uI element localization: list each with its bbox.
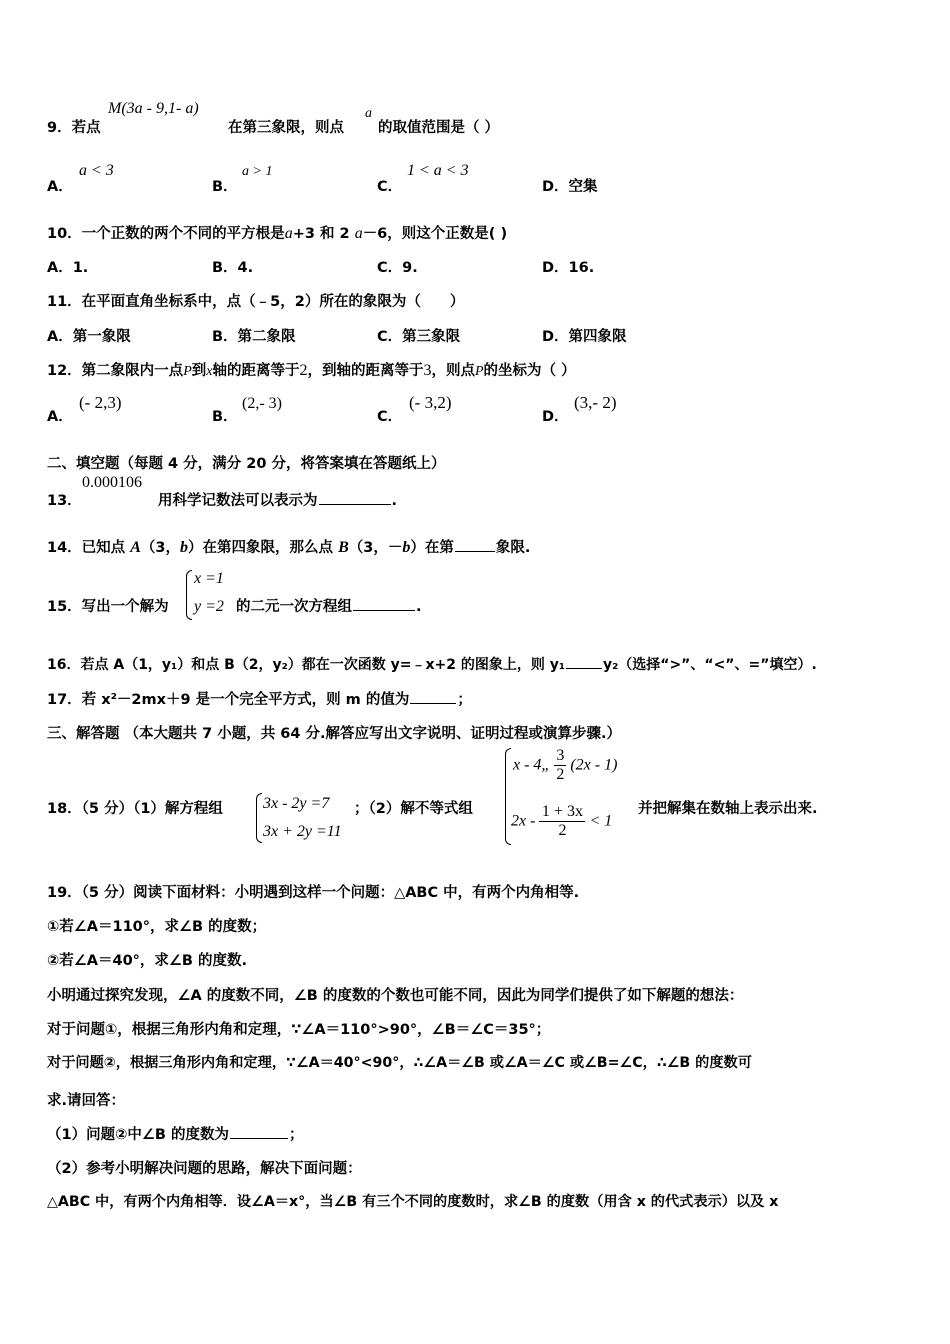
question-15: 的二元一次方程组 . — [236, 599, 422, 615]
q9-number: 9．若点 — [47, 120, 101, 136]
q18-mid: ；（2）解不等式组 — [354, 801, 473, 817]
q9-option-b-letter: B． — [212, 179, 238, 195]
question-9 — [47, 116, 101, 137]
q14-answer-blank[interactable] — [455, 550, 495, 552]
q15-eq2: y =2 — [194, 598, 224, 615]
q9-variable: a — [365, 106, 372, 121]
q13-answer-blank[interactable] — [319, 503, 391, 505]
question-14: 14．已知点 A（3，b）在第四象限，那么点 B（3，－b）在第 象限. — [47, 539, 531, 556]
q12-option-c: (- 3,2) — [409, 393, 452, 412]
q12-option-a-letter: A． — [47, 409, 73, 425]
q11-option-a: A．第一象限 — [47, 329, 131, 345]
q11-option-d: D．第四象限 — [542, 329, 627, 345]
q19-line-4: 小明通过探究发现，∠A 的度数不同，∠B 的度数的个数也可能不同，因此为同学们提供了如下解题的想法： — [47, 988, 744, 1004]
q9-option-b: a > 1 — [242, 164, 273, 179]
q18-eq2: 3x + 2y =11 — [263, 823, 342, 840]
q9-point-expression: M(3a - 9,1- a) — [108, 100, 199, 117]
q10-option-a: A．1. — [47, 260, 89, 276]
q15-brace — [186, 570, 192, 620]
q12-option-a: (- 2,3) — [79, 393, 122, 412]
q16-answer-blank[interactable] — [566, 667, 602, 669]
q12-option-c-letter: C． — [377, 409, 403, 425]
q19-line-10: △ABC 中，有两个内角相等．设∠A＝x°，当∠B 有三个不同的度数时，求∠B 的度数（用含 x 的代式表示）以及 x — [47, 1194, 779, 1210]
q19-line-6: 对于问题②，根据三角形内角和定理，∵∠A＝40°<90°，∴∠A＝∠B 或∠A＝∠C 或∠B=∠C，∴∠B 的度数可 — [47, 1055, 752, 1071]
q19-line-7: 求.请回答： — [47, 1093, 126, 1109]
section-3-heading: 三、解答题 （本大题共 7 小题，共 64 分.解答应写出文字说明、证明过程或演算步骤.） — [47, 726, 622, 742]
question-12: 12．第二象限内一点P到x轴的距离等于2，到轴的距离等于3，则点P的坐标为（ ） — [47, 362, 576, 379]
q18-post: 并把解集在数轴上表示出来. — [638, 801, 818, 817]
q18-text: 18．（5 分）（1）解方程组 — [47, 801, 223, 817]
q9-text-2: 的取值范围是（ ） — [378, 120, 500, 136]
q18-inequality-2: 2x - $\frac{1 + 3x}{2}$ < 1 — [511, 803, 613, 839]
q15-text: 15．写出一个解为 — [47, 599, 169, 615]
question-17: 17．若 x²－2mx＋9 是一个完全平方式，则 m 的值为 ； — [47, 692, 472, 708]
question-13: 用科学记数法可以表示为 . — [158, 493, 398, 509]
q12-option-b: (2,- 3) — [242, 395, 282, 412]
q11-option-b: B．第二象限 — [212, 329, 296, 345]
q11-option-c: C．第三象限 — [377, 329, 461, 345]
q10-option-c: C．9. — [377, 260, 418, 276]
q18-inequality-1: x - 4„ $\frac{3}{2}$ (2x - 1) — [513, 747, 618, 783]
q19-line-5: 对于问题①，根据三角形内角和定理，∵∠A＝110°>90°，∠B＝∠C＝35°； — [47, 1022, 551, 1038]
q12-option-b-letter: B． — [212, 409, 238, 425]
q9-option-c: 1 < a < 3 — [407, 162, 469, 179]
q9-option-c-letter: C． — [377, 179, 403, 195]
q19-answer-blank[interactable] — [230, 1137, 288, 1139]
q10-option-d: D．16. — [542, 260, 595, 276]
q9-option-a-letter: A． — [47, 179, 73, 195]
q15-eq1: x =1 — [194, 570, 224, 587]
section-2-heading: 二、填空题（每题 4 分，满分 20 分，将答案填在答题纸上） — [47, 456, 446, 472]
q19-line-8: （1）问题②中∠B 的度数为 ； — [47, 1127, 304, 1143]
q18-brace-1 — [256, 793, 262, 843]
q13-value: 0.000106 — [82, 474, 142, 491]
q19-line-3: ②若∠A＝40°，求∠B 的度数. — [47, 953, 248, 969]
q10-option-b: B．4. — [212, 260, 254, 276]
q9-text-1: 在第三象限，则点 — [228, 120, 344, 136]
q9-option-a: a < 3 — [79, 162, 114, 179]
q19-line-1: 19．（5 分）阅读下面材料：小明遇到这样一个问题：△ABC 中，有两个内角相等. — [47, 885, 580, 901]
q9-option-d: D．空集 — [542, 179, 598, 195]
question-10: 10．一个正数的两个不同的平方根是a+3 和 2 a－6，则这个正数是( ) — [47, 225, 508, 242]
q13-number: 13． — [47, 493, 82, 509]
q12-option-d-letter: D． — [542, 409, 569, 425]
q15-answer-blank[interactable] — [353, 609, 415, 611]
q17-answer-blank[interactable] — [410, 702, 456, 704]
q12-option-d: (3,- 2) — [574, 393, 617, 412]
q18-eq1: 3x - 2y =7 — [263, 795, 330, 812]
question-11: 11．在平面直角坐标系中，点（﹣5，2）所在的象限为（ ） — [47, 294, 465, 310]
q19-line-2: ①若∠A＝110°，求∠B 的度数； — [47, 919, 267, 935]
q19-line-9: （2）参考小明解决问题的思路，解决下面问题： — [47, 1161, 362, 1177]
question-16: 16．若点 A（1，y₁）和点 B（2，y₂）都在一次函数 y=﹣x+2 的图象上，则 y₁ y₂（选择“>”、“<”、=”填空）. — [47, 657, 817, 673]
